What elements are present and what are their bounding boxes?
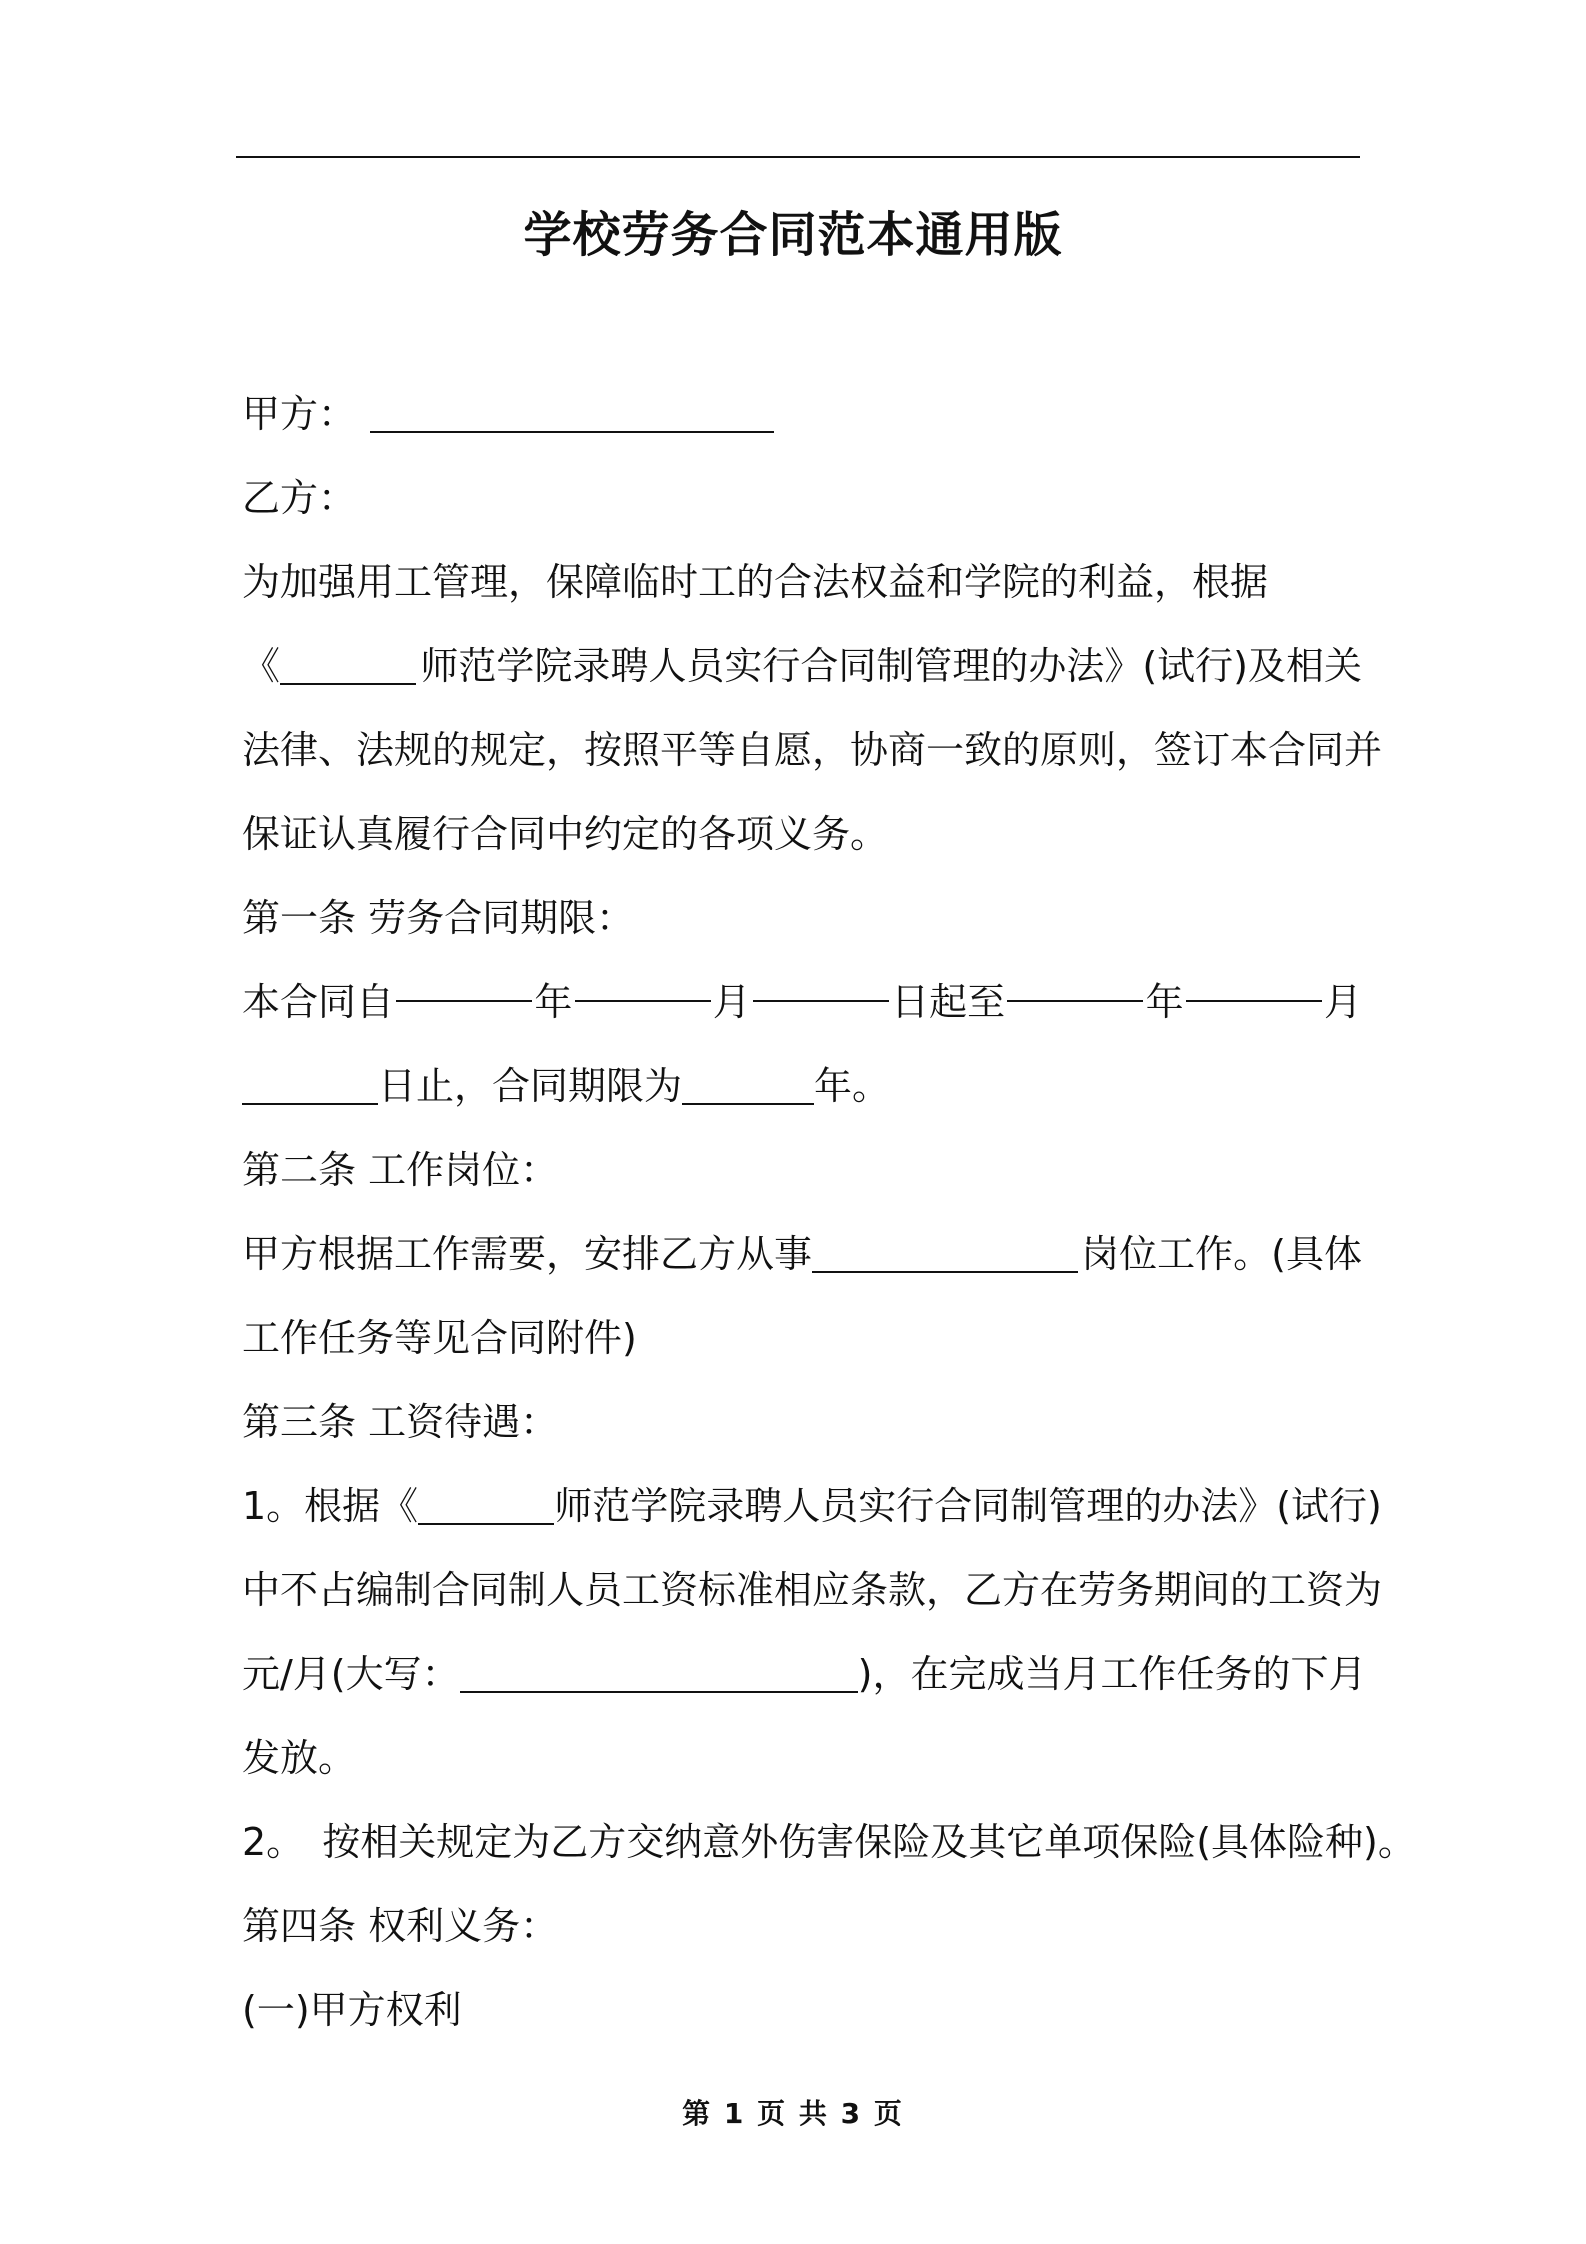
salary-amount-suffix: )，在完成当月工作任务的下月 (857, 1652, 1367, 1696)
position-suffix: 岗位工作。(具体 (1081, 1232, 1362, 1276)
article-3-item-1-line-3 (242, 1632, 1367, 1716)
start-day-label: 日起至 (891, 980, 1006, 1024)
position-prefix: 甲方根据工作需要，安排乙方从事 (242, 1232, 813, 1276)
term-years-blank (682, 1063, 814, 1105)
salary-college-blank (418, 1483, 554, 1525)
intro-line-3: 法律、法规的规定，按照平等自愿，协商一致的原则，签订本合同并 (242, 728, 1383, 772)
insurance-item-number: 2。 (242, 1820, 305, 1864)
document-title: 学校劳务合同范本通用版 (523, 207, 1063, 263)
article-3-item-1-line-1 (242, 1464, 1382, 1548)
header-rule (236, 156, 1360, 158)
end-month-blank (1186, 960, 1322, 1002)
end-day-label: 日止，合同期限为 (378, 1064, 683, 1108)
article-2-line-1 (242, 1212, 1362, 1296)
start-month-blank (575, 960, 711, 1002)
article-3-item-2 (242, 1800, 1416, 1884)
start-year-label: 年 (534, 980, 573, 1024)
article-3-item-1-line-4: 发放。 (242, 1736, 357, 1780)
article-2-line-2: 工作任务等见合同附件) (242, 1316, 637, 1360)
intro-line-2-prefix: 《 (242, 644, 281, 688)
end-year-label: 年 (1145, 980, 1184, 1024)
end-month-label: 月 (1323, 980, 1362, 1024)
start-month-label: 月 (712, 980, 751, 1024)
party-a-label: 甲方： (242, 392, 357, 436)
article-1-line-1 (242, 960, 1362, 1044)
page-footer: 第 1 页 共 3 页 (682, 2097, 904, 2130)
term-prefix: 本合同自 (242, 980, 395, 1024)
document-body (242, 372, 1416, 2052)
party-a-blank (370, 391, 774, 433)
article-4-subheading: (一)甲方权利 (242, 1988, 462, 2032)
insurance-item-text: 按相关规定为乙方交纳意外伤害保险及其它单项保险(具体险种)。 (322, 1820, 1416, 1864)
article-4-heading: 第四条 权利义务： (242, 1904, 559, 1948)
end-day-blank (242, 1063, 378, 1105)
party-a-line (242, 372, 1362, 456)
salary-amount-blank (460, 1651, 858, 1693)
intro-line-4: 保证认真履行合同中约定的各项义务。 (242, 812, 889, 856)
position-blank (812, 1231, 1078, 1273)
party-b-line (242, 456, 1362, 540)
college-name-blank (280, 643, 416, 685)
article-2-heading: 第二条 工作岗位： (242, 1148, 559, 1192)
salary-item-prefix: 1。根据《 (242, 1484, 419, 1528)
intro-line-2-suffix: 师范学院录聘人员实行合同制管理的办法》(试行)及相关 (420, 644, 1362, 688)
start-day-blank (753, 960, 889, 1002)
term-years-label: 年。 (814, 1064, 891, 1108)
salary-item-suffix: 师范学院录聘人员实行合同制管理的办法》(试行) (554, 1484, 1382, 1528)
intro-line-2 (242, 624, 1362, 708)
article-3-item-1-line-2: 中不占编制合同制人员工资标准相应条款，乙方在劳务期间的工资为 (242, 1568, 1383, 1612)
start-year-blank (396, 960, 532, 1002)
salary-amount-prefix: 元/月(大写： (242, 1652, 460, 1696)
article-1-line-2 (242, 1044, 1362, 1128)
article-1-heading: 第一条 劳务合同期限： (242, 896, 635, 940)
intro-line-1: 为加强用工管理，保障临时工的合法权益和学院的利益，根据 (242, 560, 1269, 604)
party-b-label: 乙方： (242, 476, 357, 520)
article-3-heading: 第三条 工资待遇： (242, 1400, 559, 1444)
end-year-blank (1007, 960, 1143, 1002)
